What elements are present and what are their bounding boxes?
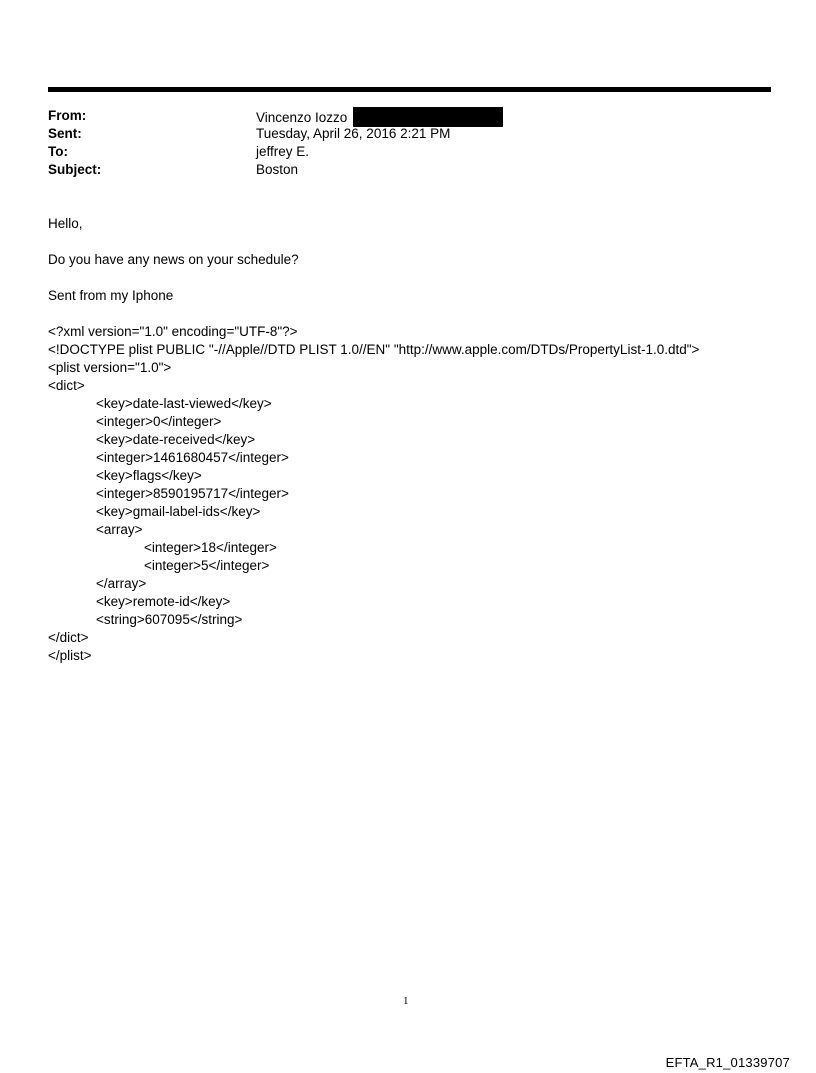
to-value: jeffrey E.	[256, 144, 310, 159]
header-rule	[48, 87, 771, 92]
xml-line: <key>flags</key>	[96, 468, 202, 483]
from-name: Vincenzo Iozzo	[256, 110, 348, 125]
xml-line: <?xml version="1.0" encoding="UTF-8"?>	[48, 324, 298, 339]
xml-line: </plist>	[48, 648, 92, 663]
question-text: Do you have any news on your schedule?	[48, 252, 299, 267]
xml-line: <!DOCTYPE plist PUBLIC "-//Apple//DTD PLIST 1.0//EN" "http://www.apple.com/DTDs/PropertyList-1.0.dtd">	[48, 342, 700, 357]
sent-label: Sent:	[48, 126, 82, 141]
xml-line: <integer>18</integer>	[144, 540, 277, 555]
document-id: EFTA_R1_01339707	[665, 1055, 790, 1070]
xml-line: <string>607095</string>	[96, 612, 243, 627]
xml-line: <key>remote-id</key>	[96, 594, 231, 609]
xml-line: <array>	[96, 522, 143, 537]
xml-line: </array>	[96, 576, 147, 591]
signature-text: Sent from my Iphone	[48, 288, 174, 303]
subject-value: Boston	[256, 162, 299, 177]
sent-value: Tuesday, April 26, 2016 2:21 PM	[256, 126, 451, 141]
xml-line: <integer>5</integer>	[144, 558, 270, 573]
xml-line: </dict>	[48, 630, 89, 645]
xml-line: <plist version="1.0">	[48, 360, 172, 375]
xml-line: <key>date-last-viewed</key>	[96, 396, 272, 411]
to-label: To:	[48, 144, 68, 159]
xml-line: <integer>8590195717</integer>	[96, 486, 289, 501]
xml-line: <key>gmail-label-ids</key>	[96, 504, 261, 519]
redaction-block	[353, 107, 503, 127]
page-number: 1	[403, 995, 409, 1007]
xml-line: <dict>	[48, 378, 85, 393]
xml-line: <key>date-received</key>	[96, 432, 256, 447]
subject-label: Subject:	[48, 162, 102, 177]
from-value	[256, 107, 503, 127]
xml-line: <integer>1461680457</integer>	[96, 450, 289, 465]
greeting-text: Hello,	[48, 216, 83, 231]
xml-line: <integer>0</integer>	[96, 414, 222, 429]
from-label: From:	[48, 108, 87, 123]
